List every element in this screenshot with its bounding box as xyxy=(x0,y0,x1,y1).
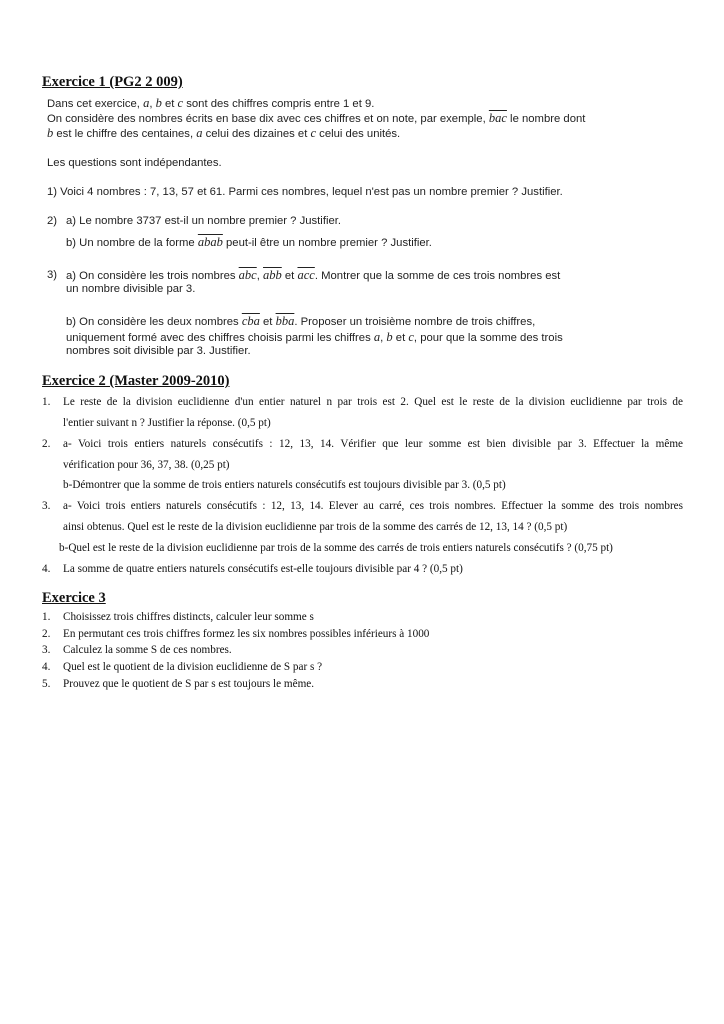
ex3-item-3-number: 3. xyxy=(42,644,51,656)
ex1-question-3b-line-2: uniquement formé avec des chiffres choisis parmi les chiffres a, b et c, pour que la somme des trois xyxy=(66,330,563,344)
ex1-question-3b-line-3: nombres soit divisible par 3. Justifier. xyxy=(66,345,251,357)
ex2-item-1-number: 1. xyxy=(42,396,51,408)
ex3-item-4-text: Quel est le quotient de la division euclidienne de S par s ? xyxy=(63,661,323,673)
exercise-2-title: Exercice 2 (Master 2009-2010) xyxy=(42,373,230,389)
ex3-item-1-text: Choisissez trois chiffres distincts, calculer leur somme s xyxy=(63,611,314,623)
ex1-question-3a: a) On considère les trois nombres $\overline{abc}$, $\overline{abb}$ et $\overline{acc}$. Montrer que la somme de ces trois nombres est xyxy=(66,268,561,282)
ex1-intro-line-1: Dans cet exercice, a, b et c sont des chiffres compris entre 1 et 9. xyxy=(47,96,375,110)
ex3-item-2-text: En permutant ces trois chiffres formez les six nombres possibles inférieurs à 1000 xyxy=(63,628,430,640)
ex1-intro-line-3: b est le chiffre des centaines, a celui des dizaines et c celui des unités. xyxy=(47,126,401,140)
ex3-item-4-number: 4. xyxy=(42,661,51,673)
ex2-item-2-line-1: a- Voici trois entiers naturels consécutifs : 12, 13, 14. Vérifier que leur somme est bien divisible par 3. Effectuer la même xyxy=(63,438,683,450)
ex2-item-3-line-2: ainsi obtenus. Quel est le reste de la division euclidienne par trois de la somme des carrés de 12, 13, 14 ? (0,5 pt) xyxy=(63,521,568,533)
ex2-item-3-line-3: b-Quel est le reste de la division euclidienne par trois de la somme des carrés de trois entiers naturels consécutifs ? (0,75 pt) xyxy=(59,542,613,554)
exercise-1-title: Exercice 1 (PG2 2 009) xyxy=(42,74,183,90)
ex2-item-2-number: 2. xyxy=(42,438,51,450)
exercise-3-title: Exercice 3 xyxy=(42,590,106,606)
ex2-item-2-line-2: vérification pour 36, 37, 38. (0,25 pt) xyxy=(63,459,230,471)
ex2-item-1-line-1: Le reste de la division euclidienne d'un entier naturel n par trois est 2. Quel est le reste de la division euclidienne par trois de xyxy=(63,396,683,408)
ex1-question-2b: b) Un nombre de la forme abab peut-il être un nombre premier ? Justifier. xyxy=(66,235,432,249)
ex1-independent-note: Les questions sont indépendantes. xyxy=(47,157,222,169)
ex3-item-3-text: Calculez la somme S de ces nombres. xyxy=(63,644,232,656)
ex1-question-2a: a) Le nombre 3737 est-il un nombre premier ? Justifier. xyxy=(66,215,342,227)
ex3-item-5-number: 5. xyxy=(42,678,51,690)
ex1-intro-line-2: On considère des nombres écrits en base dix avec ces chiffres et on note, par exemple, $\overline{bac}$ le nombre dont xyxy=(47,111,586,125)
ex1-question-3a-line-2: un nombre divisible par 3. xyxy=(66,283,196,295)
ex1-question-1: 1) Voici 4 nombres : 7, 13, 57 et 61. Parmi ces nombres, lequel n'est pas un nombre premier ? Justifier. xyxy=(47,186,563,198)
ex2-item-4-text: La somme de quatre entiers naturels consécutifs est-elle toujours divisible par 4 ? (0,5 pt) xyxy=(63,563,463,575)
ex2-item-4-number: 4. xyxy=(42,563,51,575)
ex3-item-1-number: 1. xyxy=(42,611,51,623)
ex2-item-3-line-1: a- Voici trois entiers naturels consécutifs : 12, 13, 14. Elever au carré, ces trois nombres. Effectuer la somme des trois nombres xyxy=(63,500,683,512)
ex3-item-5-text: Prouvez que le quotient de S par s est toujours le même. xyxy=(63,678,315,690)
ex3-item-2-number: 2. xyxy=(42,628,51,640)
ex1-question-3b: b) On considère les deux nombres $\overline{cba}$ et $\overline{bba}$. Proposer un troisième nombre de trois chiffres, xyxy=(66,314,536,328)
ex1-question-2-number: 2) xyxy=(47,215,58,227)
ex1-question-3-number: 3) xyxy=(47,269,58,281)
ex2-item-1-line-2: l'entier suivant n ? Justifier la réponse. (0,5 pt) xyxy=(63,417,271,429)
ex2-item-3-number: 3. xyxy=(42,500,51,512)
ex2-item-2-line-3: b-Démontrer que la somme de trois entiers naturels consécutifs est toujours divisible par 3. (0,5 pt) xyxy=(63,479,506,491)
